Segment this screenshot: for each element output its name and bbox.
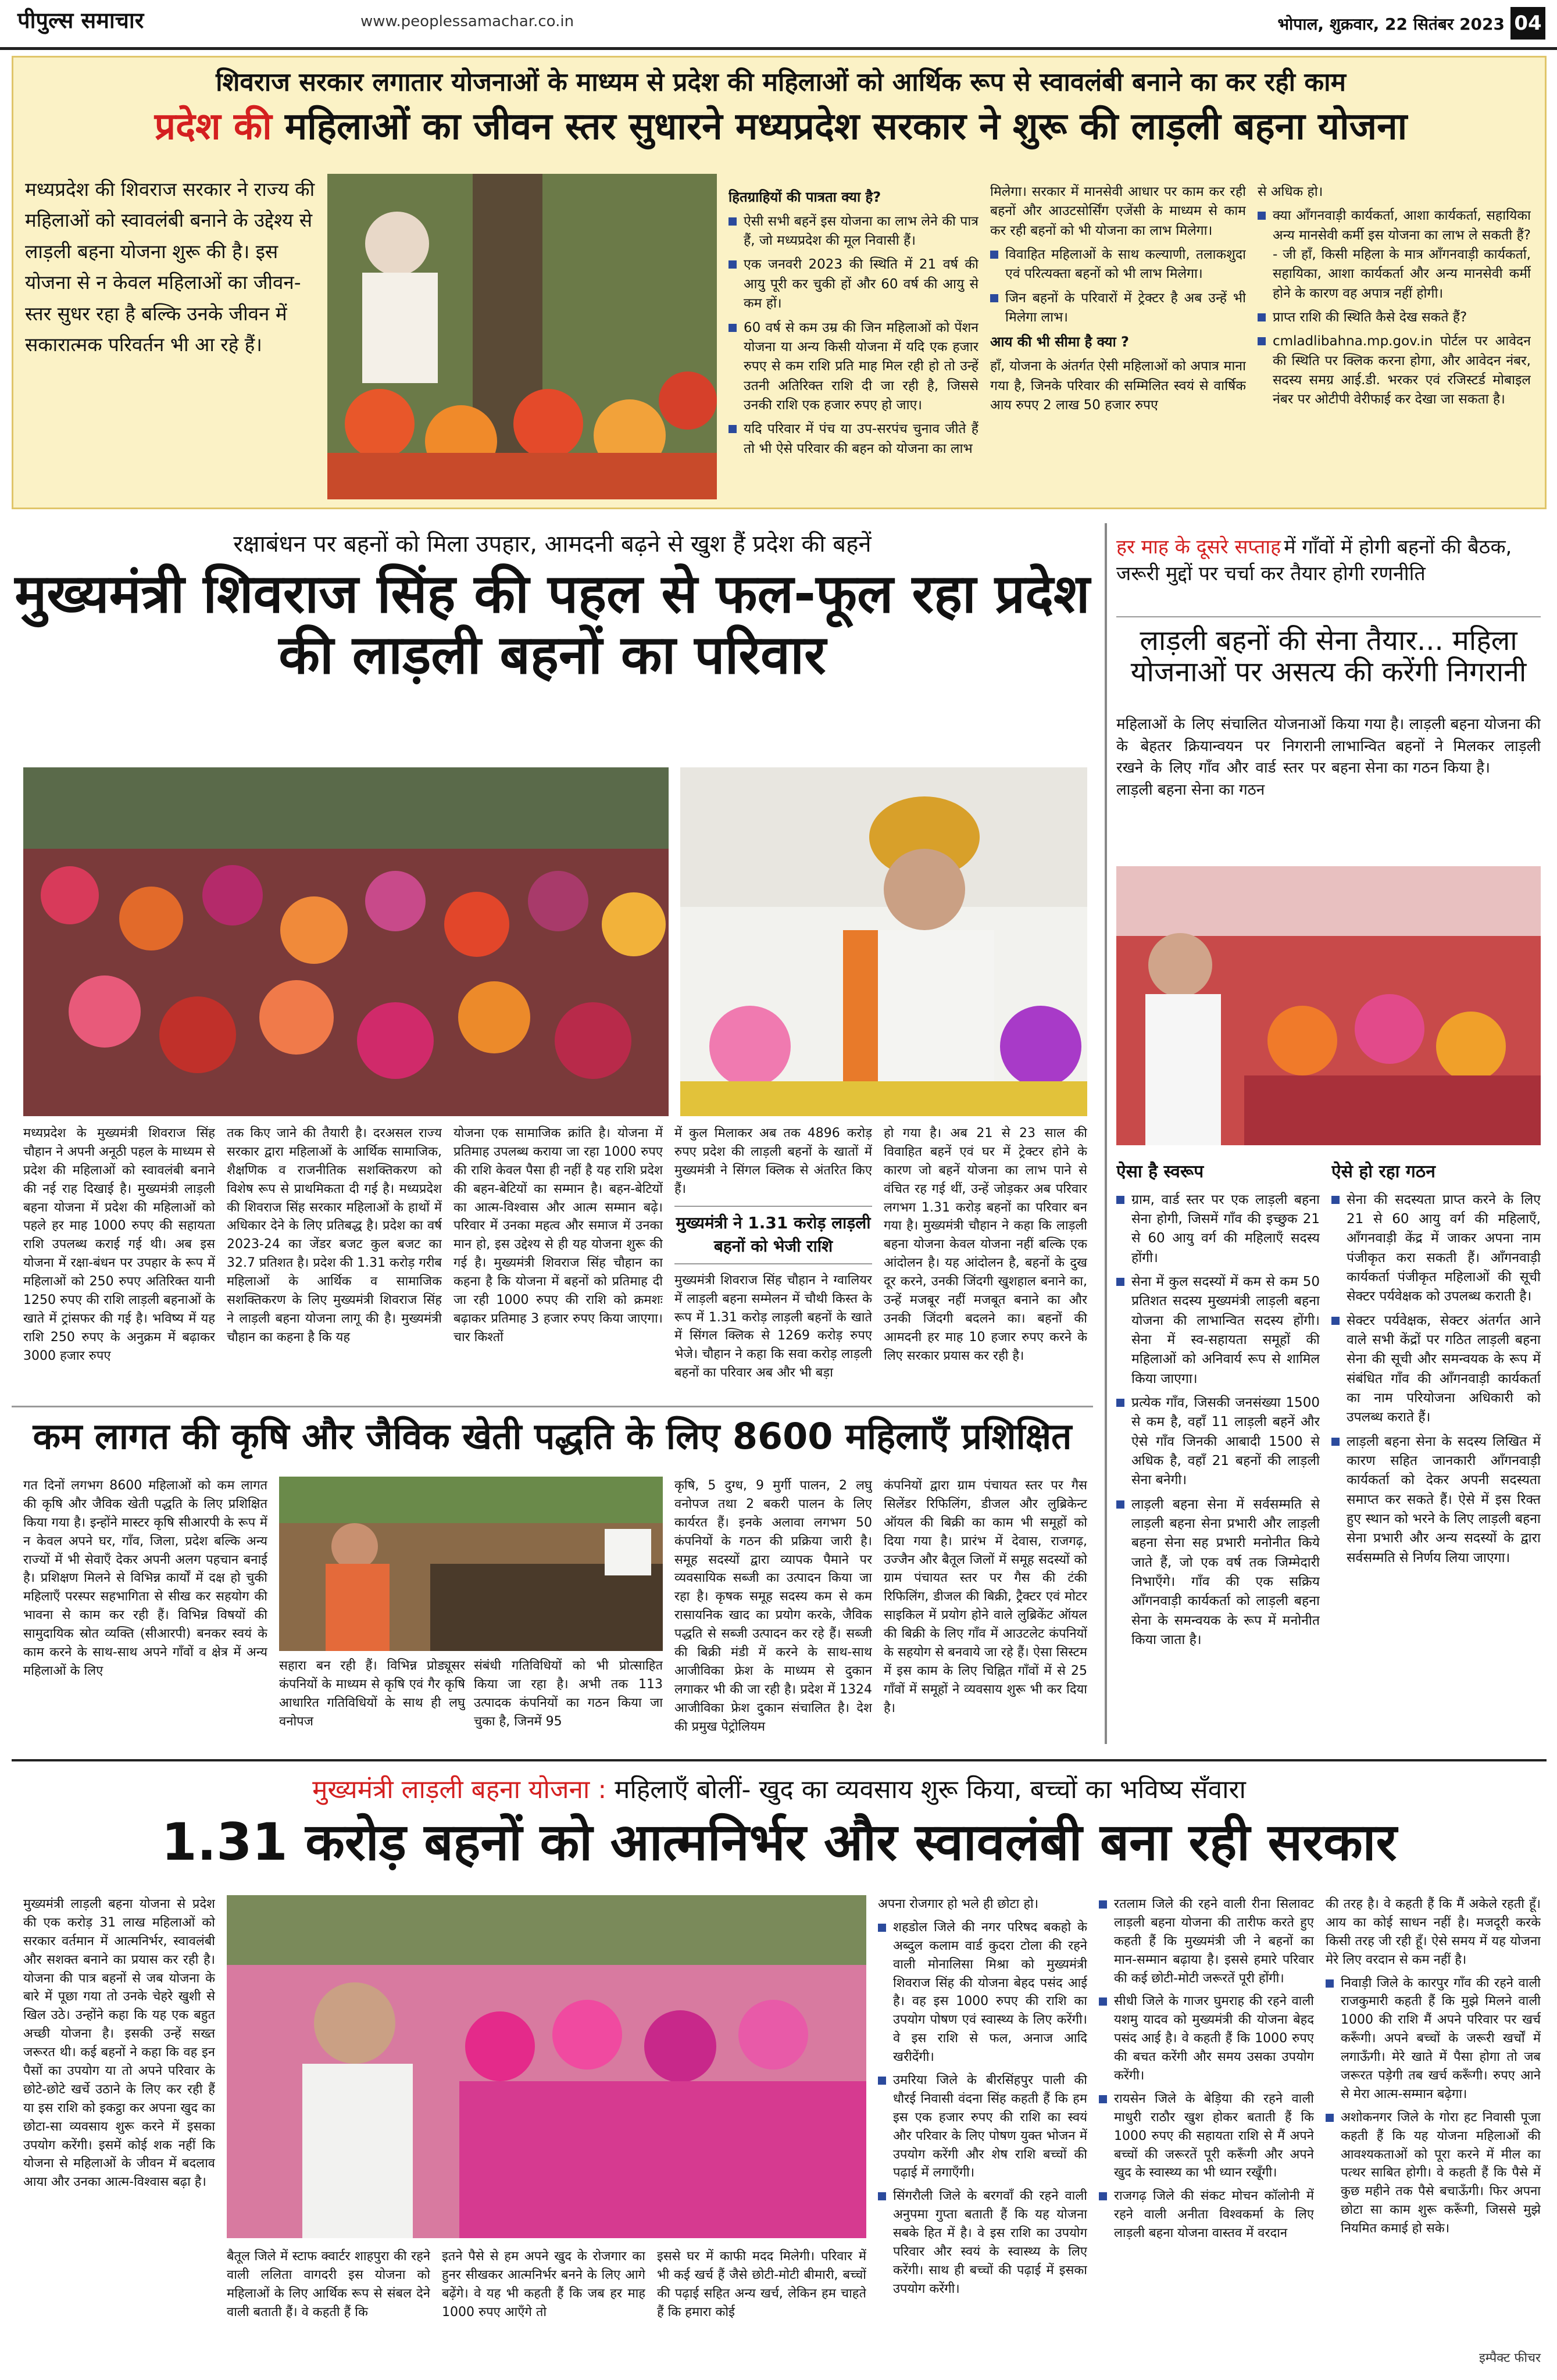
bottom-col-4 <box>878 1895 1087 2337</box>
bottom-headline: 1.31 करोड़ बहनों को आत्मनिर्भर और स्वावलंबी बना रही सरकार <box>161 1812 1397 1872</box>
rally-photo-illustration <box>327 174 717 499</box>
bottom-col-6 <box>1326 1895 1541 2325</box>
paragraph: हाँ, योजना के अंतर्गत ऐसी महिलाओं को अपात्र माना गया है, जिनके परिवार की सम्मिलित स्वयं से वार्षिक आय रुपए 2 लाख 50 हजार रुपए <box>990 359 1246 413</box>
farm-illustration <box>279 1477 663 1651</box>
women-army-illustration <box>1116 866 1541 1145</box>
cm-speech-photo <box>680 767 1087 1116</box>
farm-col-4: कृषि, 5 दुग्ध, 9 मुर्गी पालन, 2 लघु वनोपज तथा 2 बकरी पालन के लिए कार्यरत हैं। इनके अलावा लगभग 50 कंपनियों के गठन की प्रक्रिया जारी है। समूह सदस्यों द्वारा व्यापक पैमाने पर व्यवसायिक सब्जी का उत्पादन किया जा रहा है। कृषक समूह सदस्य कम से कम रासायनिक खाद का प्रयोग करके, जैविक पद्धति से सब्जी उत्पादन कर रहे हैं। सब्जी की बिक्री मंडी में करने के साथ-साथ आजीविका फ्रेश के माध्यम से दुकान लगाकर भी की जा रही है। प्रदेश में 1324 आजीविका फ्रेश दुकान संचालित है। देश की प्रमुख पेट्रोलियम <box>674 1478 872 1734</box>
masthead <box>0 0 1557 50</box>
crowd-photo <box>23 767 669 1116</box>
top-col-2 <box>990 183 1246 499</box>
sidebar-intro-2: किया गया है। लाड़ली बहना योजना की लाभान्वित बहनों ने मिलकर लाड़ली बहना सेना का गठन किया है। <box>1331 716 1541 777</box>
list-item: राजगढ़ जिले की संकट मोचन कॉलोनी में रहने वाली अनीता विश्वकर्मा के लिए लाड़ली बहना योजना वास्तव में वरदान <box>1099 2187 1314 2243</box>
top-headline-red: प्रदेश की <box>154 105 272 148</box>
section-rule <box>12 1406 1093 1407</box>
dateline: भोपाल, शुक्रवार, 22 सितंबर 2023 <box>1277 15 1505 34</box>
farm-col-5: कंपनियों द्वारा ग्राम पंचायत स्तर पर गैस सिलेंडर रिफिलिंग, डीजल और लुब्रिकेन्ट ऑयल की बिक्री का काम भी समूहों को दिया गया है। प्रारंभ में देवास, राजगढ़, उज्जैन और बैतूल जिलों में समूह सदस्यों को ग्राम पंचायत स्तर पर गैस की टंकी रिफिलिंग, डीजल की बिक्री, ट्रैक्टर एवं मोटर साइकिल में प्रयोग होने वाले लुब्रिकेंट ऑयल की बिक्री के लिए गाँव में आउटलेट कंपनियों के सहयोग से बनवाये जा रहे हैं। ऐसा सिस्टम में इस काम के लिए चिह्नित गाँवों में से 25 गाँवों में समूहों ने व्यवसाय शुरू भी कर दिया है। <box>884 1478 1087 1716</box>
sidebar-col-2 <box>1331 1157 1541 1738</box>
list-item: प्राप्त राशि की स्थिति कैसे देख सकते हैं? <box>1258 308 1531 327</box>
paragraph: अपना रोजगार हो भले ही छोटा हो। <box>878 1897 1039 1911</box>
bottom-photo <box>227 1895 866 2238</box>
list-item: ऐसी सभी बहनें इस योजना का लाभ लेने की पात्र हैं, जो मध्यप्रदेश की मूल निवासी हैं। <box>728 212 979 251</box>
farm-col-2: सहारा बन रही हैं। विभिन्न प्रोड्यूसर कंपनियों के माध्यम से कृषि एवं गैर कृषि आधारित गतिविधियों के साथ ही लघु वनोपज <box>279 1659 465 1729</box>
paragraph: में कुल मिलाकर अब तक 4896 करोड़ रुपए प्रदेश की लाड़ली बहनों के खातों में मुख्यमंत्री ने सिंगल क्लिक से अंतरित किए हैं। <box>674 1126 872 1196</box>
list-item: निवाड़ी जिले के कारपुर गाँव की रहने वाली राजकुमारी कहती हैं कि मुझे मिलने वाली 1000 की राशि मैं अपने परिवार पर खर्च करूँगी। अपने बच्चों के जरूरी खर्चों में लगाऊँगी। मेरे खाते में पैसा होगा तो जब जरूरत पड़ेगी तब खर्च करूँगी। रुपए आने से मेरा आत्म-सम्मान बढ़ेगा। <box>1326 1974 1541 2104</box>
list-item: जिन बहनों के परिवारों में ट्रेक्टर है अब उन्हें भी मिलेगा लाभ। <box>990 289 1246 328</box>
mid-kicker: रक्षाबंधन पर बहनों को मिला उपहार, आमदनी बढ़ने से खुश हैं प्रदेश की बहनें <box>233 531 872 558</box>
bottom-kicker-red: मुख्यमंत्री लाड़ली बहना योजना : <box>312 1775 607 1804</box>
sidebar-subhead-2: ऐसे हो रहा गठन <box>1331 1162 1435 1182</box>
list-item: अशोकनगर जिले के गोरा हट निवासी पूजा कहती हैं कि यह योजना महिलाओं की आवश्यकताओं को पूरा करने में मील का पत्थर साबित होगी। वे कहती हैं कि पैसे में कुछ महीने तक पैसे बचाऊँगी। फिर अपना छोटा सा काम शुरू करूँगी, जिससे मुझे नियमित कमाई हो सके। <box>1326 2109 1541 2238</box>
sidebar-col-1 <box>1116 1157 1320 1738</box>
sidebar-kicker-red: हर माह के दूसरे सप्ताह <box>1116 535 1281 559</box>
cm-speech-illustration <box>680 767 1087 1116</box>
mid-subhead: मुख्यमंत्री ने 1.31 करोड़ लाड़ली बहनों को भेजी राशि <box>674 1206 872 1264</box>
sidebar-headline: लाड़ली बहनों की सेना तैयार... महिला योजनाओं पर असत्य की करेंगी निगरानी <box>1116 616 1541 688</box>
sidebar-subhead-1: ऐसा है स्वरूप <box>1116 1162 1204 1182</box>
crowd-illustration <box>23 767 669 1116</box>
list-item: सेक्टर पर्यवेक्षक, सेक्टर अंतर्गत आने वाले सभी केंद्रों पर गठित लाड़ली बहना सेना की सूची और समन्वयक के रूप में संबंधित गाँव की आँगनवाड़ी कार्यकर्ता का नाम परियोजना अधिकारी को उपलब्ध कराते हैं। <box>1331 1311 1541 1428</box>
caption-1: बैतूल जिले में स्टाफ क्वार्टर शाहपुरा की रहने वाली ललिता वागदरी इस योजना को महिलाओं के लिए आर्थिक रूप से संबल देने वाली बताती हैं। वे कहती हैं कि <box>227 2249 430 2320</box>
list-item: क्या आँगनवाड़ी कार्यकर्ता, आशा कार्यकर्ता, सहायिका अन्य मानसेवी कर्मी इस योजना का लाभ ले सकती हैं? - जी हाँ, किसी महिला के मात्र आँगनवाड़ी कार्यकर्ता, सहायिका, आशा कार्यकर्ता और अन्य मानसेवी कर्मी होने के कारण वह अपात्र नहीं होगी। <box>1258 206 1531 303</box>
list-item: एक जनवरी 2023 की स्थिति में 21 वर्ष की आयु पूरी कर चुकी हों और 60 वर्ष की आयु से कम हों। <box>728 255 979 313</box>
mid-col-2: तक किए जाने की तैयारी है। दरअसल राज्य सरकार द्वारा महिलाओं के आर्थिक सामाजिक, शैक्षणिक व राजनीतिक सशक्तिकरण को विशेष रूप से प्राथमिकता दी गई है। मध्यप्रदेश की शिवराज सिंह सरकार महिलाओं के हाथों में अधिकार देने के लिए प्रतिबद्ध है। प्रदेश का वर्ष 2023-24 का जेंडर बजट कुल बजट का 32.7 प्रतिशत है। प्रदेश की 1.31 करोड़ गरीब महिलाओं के आर्थिक व सामाजिक सशक्तिकरण के लिए मुख्यमंत्री शिवराज सिंह ने लाड़ली बहना योजना लागू की है। मुख्यमंत्री चौहान का कहना है कि यह <box>227 1126 442 1345</box>
mid-col-3: योजना एक सामाजिक क्रांति है। योजना में प्रतिमाह उपलब्ध कराया जा रहा 1000 रुपए की राशि केवल पैसा ही नहीं है यह राशि प्रदेश की बहन-बेटियों का सम्मान है। बहन-बेटियों का आत्म-विश्वास और आत्म सम्मान बढ़े। परिवार में उनका महत्व और समाज में उनका मान हो, इस उद्देश्य से ही यह योजना शुरू की गई है। मुख्यमंत्री शिवराज सिंह चौहान का कहना है कि योजना में बहनों को प्रतिमाह दी जा रही 1000 रुपए की राशि को क्रमशः बढ़ाकर प्रतिमाह 3 हजार रुपए किया जाएगा। चार किश्तों <box>453 1126 663 1345</box>
paragraph: मुख्यमंत्री शिवराज सिंह चौहान ने ग्वालियर में लाड़ली बहना सम्मेलन में चौथी किस्त के रूप में 1.31 करोड़ लाड़ली बहनों के खाते में सिंगल क्लिक से 1269 करोड़ रुपए भेजे। चौहान ने कहा कि सवा करोड़ लाड़ली बहनों का परिवार अब और भी बड़ा <box>674 1273 872 1381</box>
bottom-col-1: मुख्यमंत्री लाड़ली बहना योजना से प्रदेश की एक करोड़ 31 लाख महिलाओं को सरकार वर्तमान में आत्मनिर्भर, स्वावलंबी और सशक्त बनाने का प्रयास कर रही है। योजना की पात्र बहनों से जब योजना के बारे में पूछा गया तो उनके चेहरे खुशी से खिल उठे। उन्होंने कहा कि यह एक बहुत अच्छी योजना है। इसकी उन्हें सख्त जरूरत थी। कई बहनों ने कहा कि वह इन पैसों का उपयोग या तो अपने परिवार के छोटे-छोटे खर्चे उठाने के लिए कर रही हैं या इस राशि को इकट्ठा कर अपना खुद का छोटा-सा व्यवसाय शुरू करने में इसका उपयोग करेंगी। इसमें कोई शक नहीं कि योजना से महिलाओं के जीवन में बदलाव आया और उनका आत्म-विश्वास बढ़ा है। <box>23 1897 215 2190</box>
list-item: ग्राम, वार्ड स्तर पर एक लाड़ली बहना सेना होगी, जिसमें गाँव की इच्छुक 21 से 60 आयु वर्ग की महिलाएँ सदस्य होंगी। <box>1116 1191 1320 1268</box>
list-item: सीधी जिले के गाजर घुमराह की रहने वाली यशमु यादव को मुख्यमंत्री की योजना बेहद पसंद आई है। वे कहती हैं कि 1000 रुपए की बचत करेंगी और समय उसका उपयोग करेंगी। <box>1099 1992 1314 2085</box>
farm-col-1: गत दिनों लगभग 8600 महिलाओं को कम लागत की कृषि और जैविक खेती पद्धति के लिए प्रशिक्षित किया गया है। इन्होंने मास्टर कृषि सीआरपी के रूप में न केवल अपने घर, गाँव, जिला, प्रदेश बल्कि अन्य राज्यों में भी सेवाएँ देकर अपनी अलग पहचान बनाई है। प्रशिक्षण मिलने से विभिन्न कार्यों में दक्ष हो चुकी महिलाएँ परस्पर सहभागिता से सीख कर सहयोग की भावना से काम कर रही हैं। विभिन्न विषयों की सामुदायिक स्रोत व्यक्ति (सीआरपी) बनकर स्वयं के काम करने के साथ-साथ अपने गाँवों व क्षेत्र में अन्य महिलाओं के लिए <box>23 1478 267 1678</box>
sidebar-photo <box>1116 866 1541 1145</box>
column-divider <box>1105 523 1107 1744</box>
list-item: सेना की सदस्यता प्राप्त करने के लिए 21 से 60 आयु वर्ग की महिलाएँ, आँगनवाड़ी केंद्र में जाकर अपना नाम पंजीकृत करा सकती हैं। आँगनवाड़ी कार्यकर्ता पंजीकृत महिलाओं की सूची सेक्टर पर्यवेक्षक को उपलब्ध कराती है। <box>1331 1191 1541 1307</box>
mid-headline: मुख्यमंत्री शिवराज सिंह की पहल से फल-फूल रहा प्रदेश की लाड़ली बहनों का परिवार <box>15 563 1090 686</box>
income-question: आय की भी सीमा है क्या ? <box>990 334 1129 351</box>
list-item: 60 वर्ष से कम उम्र की जिन महिलाओं को पेंशन योजना या अन्य किसी योजना में यदि एक हजार रुपए से कम राशि प्रति माह मिल रही हो तो उन्हें उतनी अतिरिक्त राशि दी जा रही है, जिससे उनकी राशि एक हजार रुपए हो जाए। <box>728 319 979 416</box>
list-item: सेना में कुल सदस्यों में कम से कम 50 प्रतिशत सदस्य मुख्यमंत्री लाड़ली बहना योजना की लाभान्वित सदस्य होंगी। सेना में स्व-सहायता समूहों की महिलाओं को अनिवार्य रूप से शामिल किया जाएगा। <box>1116 1273 1320 1389</box>
list-item: लाड़ली बहना सेना के सदस्य लिखित में कारण सहित जानकारी आँगनवाड़ी कार्यकर्ता को देकर अपनी सदस्यता समाप्त कर सकते हैं। ऐसे में इस रिक्त हुए स्थान को भरने के लिए लाड़ली बहना सेना प्रभारी और अन्य सदस्यों के द्वारा सर्वसम्मति से निर्णय लिया जाएगा। <box>1331 1432 1541 1568</box>
top-intro: मध्यप्रदेश की शिवराज सरकार ने राज्य की महिलाओं को स्वावलंबी बनाने के उद्देश्य से लाड़ली बहना योजना शुरू की है। इस योजना से न केवल महिलाओं का जीवन-स्तर सुधर रहा है बल्कि उनके जीवन में सकारात्मक परिवर्तन भी आ रहे हैं। <box>25 178 315 356</box>
bottom-kicker <box>12 1771 1547 1806</box>
mid-col-4 <box>674 1124 872 1392</box>
list-item: सिंगरौली जिले के बरगवाँ की रहने वाली अनुपमा गुप्ता बताती हैं कि यह योजना सबके हित में है। वे इस राशि का उपयोग परिवार और स्वयं के स्वास्थ्य के लिए करेंगी। साथ ही बच्चों की पढ़ाई में इसका उपयोग करेंगी। <box>878 2187 1087 2298</box>
impact-feature-credit: इम्पैक्ट फीचर <box>1479 2351 1541 2365</box>
top-col-3 <box>1258 183 1531 499</box>
mid-col-5: हो गया है। अब 21 से 23 साल की विवाहित बहनें एवं घर में ट्रेक्टर होने के कारण जो बहनें योजना का लाभ पाने से वंचित रह गई थीं, उन्हें जोड़कर अब परिवार लगभग 1.31 करोड़ बहनों का परिवार बन गया है। मुख्यमंत्री चौहान ने कहा कि लाड़ली बहना योजना केवल योजना नहीं बल्कि एक आंदोलन है। यह आंदोलन है, बहनों के दुख दूर करने, उनकी जिंदगी खुशहाल बनाने का, उन्हें मजबूर नहीं मजबूत बनाने का और उनकी जिंदगी बदलने का। बहनों की आमदनी हर माह 10 हजार रुपए करने के लिए सरकार प्रयास कर रही है। <box>884 1126 1087 1363</box>
eligibility-question: हितग्राहियों की पात्रता क्या है? <box>728 189 881 205</box>
paragraph: की तरह है। वे कहती हैं कि मैं अकेले रहती हूँ। आय का कोई साधन नहीं है। मजदूरी करके किसी तरह जी रही हूँ। ऐसे समय में यह योजना मेरे लिए वरदान से कम नहीं है। <box>1326 1897 1541 1967</box>
newspaper-logo: पीपुल्स समाचार <box>17 8 144 33</box>
sidebar-kicker-text: में गाँवों में होगी बहनों की बैठक, जरूरी मुद्दों पर चर्चा कर तैयार होगी रणनीति <box>1116 535 1512 585</box>
list-item: यदि परिवार में पंच या उप-सरपंच चुनाव जीते हैं तो भी ऐसे परिवार की बहन को योजना का लाभ <box>728 420 979 459</box>
cm-with-women-illustration <box>227 1895 866 2238</box>
top-photo <box>327 174 717 499</box>
farm-headline: कम लागत की कृषि और जैविक खेती पद्धति के लिए 8600 महिलाएँ प्रशिक्षित <box>33 1415 1072 1457</box>
page-number: 04 <box>1510 7 1545 40</box>
list-item: उमरिया जिले के बीरसिंहपुर पाली की धौरई निवासी वंदना सिंह कहती हैं कि हम इस एक हजार रुपए की राशि का स्वयं और परिवार के लिए पोषण युक्त भोजन में उपयोग करेंगी और शेष राशि बच्चों की पढ़ाई में लगाएँगी। <box>878 2071 1087 2182</box>
sidebar-kicker <box>1116 533 1541 586</box>
list-item: रतलाम जिले की रहने वाली रीना सिलावट लाड़ली बहना योजना की तारीफ करते हुए कहती हैं कि मुख्यमंत्री जी ने बहनों का मान-सम्मान बढ़ाया है। इससे हमारे परिवार की कई छोटी-मोटी जरूरतें पूरी होंगी। <box>1099 1895 1314 1988</box>
bottom-col-5 <box>1099 1895 1314 2337</box>
list-item: रायसेन जिले के बेड़िया की रहने वाली माधुरी राठौर खुश होकर बताती हैं कि 1000 रुपए की सहायता राशि से मैं अपने बच्चों की जरूरतें पूरी करूँगी और अपने खुद के स्वास्थ्य का भी ध्यान रखूँगी। <box>1099 2090 1314 2182</box>
paragraph: से अधिक हो। <box>1258 184 1323 199</box>
farm-col-3: संबंधी गतिविधियों को भी प्रोत्साहित किया जा रहा है। अभी तक 113 उत्पादक कंपनियों का गठन किया जा चुका है, जिनमें 95 <box>474 1659 663 1729</box>
caption-2: इतने पैसे से हम अपने खुद के रोजगार का हुनर सीखकर आत्मनिर्भर बनने के लिए आगे बढ़ेंगे। वे यह भी कहती हैं कि जब हर माह 1000 रुपए आएँगे तो <box>442 2249 645 2320</box>
mid-col-1: मध्यप्रदेश के मुख्यमंत्री शिवराज सिंह चौहान ने अपनी अनूठी पहल के माध्यम से प्रदेश की महिलाओं को स्वावलंबी बनाने की नई राह दिखाई है। मुख्यमंत्री लाड़ली बहना योजना में प्रदेश की महिलाओं को पहले हर माह 1000 रुपए की सहायता राशि उपलब्ध कराई गई थी। अब इस योजना में रक्षा-बंधन पर उपहार के रूप में महिलाओं को 250 रुपए अतिरिक्त यानी 1250 रुपए की राशि लाड़ली बहनाओं के खाते में ट्रांसफर की गई है। भविष्य में यह राशि 250 रुपए के अनुक्रम में बढ़ाकर 3000 हजार रुपए <box>23 1126 215 1363</box>
paragraph: मिलेगा। सरकार में मानसेवी आधार पर काम कर रही बहनों और आउटसोर्सिंग एजेंसी के माध्यम से काम कर रही बहनों को भी योजना का लाभ मिलेगा। <box>990 184 1246 238</box>
list-item: cmladlibahna.mp.gov.in पोर्टल पर आवेदन की स्थिति पर क्लिक करना होगा, और आवेदन नंबर, सदस्य समग्र आई.डी. भरकर एवं रजिस्टर्ड मोबाइल नंबर पर ओटीपी वेरीफाई कर देखा जा सकता है। <box>1258 332 1531 409</box>
top-col-1 <box>728 183 979 499</box>
farm-photo <box>279 1477 663 1651</box>
bottom-kicker-text: महिलाएँ बोलीं- खुद का व्यवसाय शुरू किया, बच्चों का भविष्य सँवारा <box>615 1775 1246 1804</box>
top-headline <box>37 106 1525 148</box>
list-item: विवाहित महिलाओं के साथ कल्याणी, तलाकशुदा एवं परित्यक्ता बहनों को भी लाभ मिलेगा। <box>990 245 1246 284</box>
list-item: लाड़ली बहना सेना में सर्वसम्मति से लाड़ली बहना सेना प्रभारी और लाड़ली बहना सेना सह प्रभारी मनोनीत किये जाते हैं, जो एक वर्ष तक जिम्मेदारी निभाएँगे। गाँव की एक सक्रिय आँगनवाड़ी कार्यकर्ता को लाड़ली बहना सेना के समन्वयक के रूप में मनोनीत किया जाता है। <box>1116 1495 1320 1650</box>
top-headline-text: महिलाओं का जीवन स्तर सुधारने मध्यप्रदेश सरकार ने शुरू की लाड़ली बहना योजना <box>284 105 1408 148</box>
top-kicker: शिवराज सरकार लगातार योजनाओं के माध्यम से प्रदेश की महिलाओं को आर्थिक रूप से स्वावलंबी बनाने का कर रही काम <box>216 67 1346 97</box>
section-rule <box>12 1759 1547 1761</box>
list-item: प्रत्येक गाँव, जिसकी जनसंख्या 1500 से कम है, वहाँ 11 लाड़ली बहनें और ऐसे गाँव जिनकी आबादी 1500 से अधिक है, वहाँ 21 बहनों की लाड़ली सेना बनेगी। <box>1116 1393 1320 1491</box>
sidebar-intro-1: महिलाओं के लिए संचालित योजनाओं के बेहतर क्रियान्वयन पर निगरानी रखने के लिए गाँव और वार्ड स्तर पर लाड़ली बहना सेना का गठन <box>1116 716 1326 799</box>
website-url: www.peoplessamachar.co.in <box>360 13 574 30</box>
caption-3: इससे घर में काफी मदद मिलेगी। परिवार में भी कई खर्च हैं जैसे छोटी-मोटी बीमारी, बच्चों की पढ़ाई सहित अन्य खर्च, लेकिन हम चाहते हैं कि हमारा कोई <box>657 2249 866 2320</box>
top-feature-box <box>12 56 1547 509</box>
list-item: शहडोल जिले की नगर परिषद बकहो के अब्दुल कलाम वार्ड कुदरा टोला की रहने वाली मोनालिसा मिश्रा को मुख्यमंत्री शिवराज सिंह की योजना बेहद पसंद आई है। वह इस 1000 रुपए की राशि का उपयोग पोषण एवं स्वास्थ्य के लिए करेंगी। वे इस राशि से फल, अनाज आदि खरीदेंगी। <box>878 1918 1087 2067</box>
